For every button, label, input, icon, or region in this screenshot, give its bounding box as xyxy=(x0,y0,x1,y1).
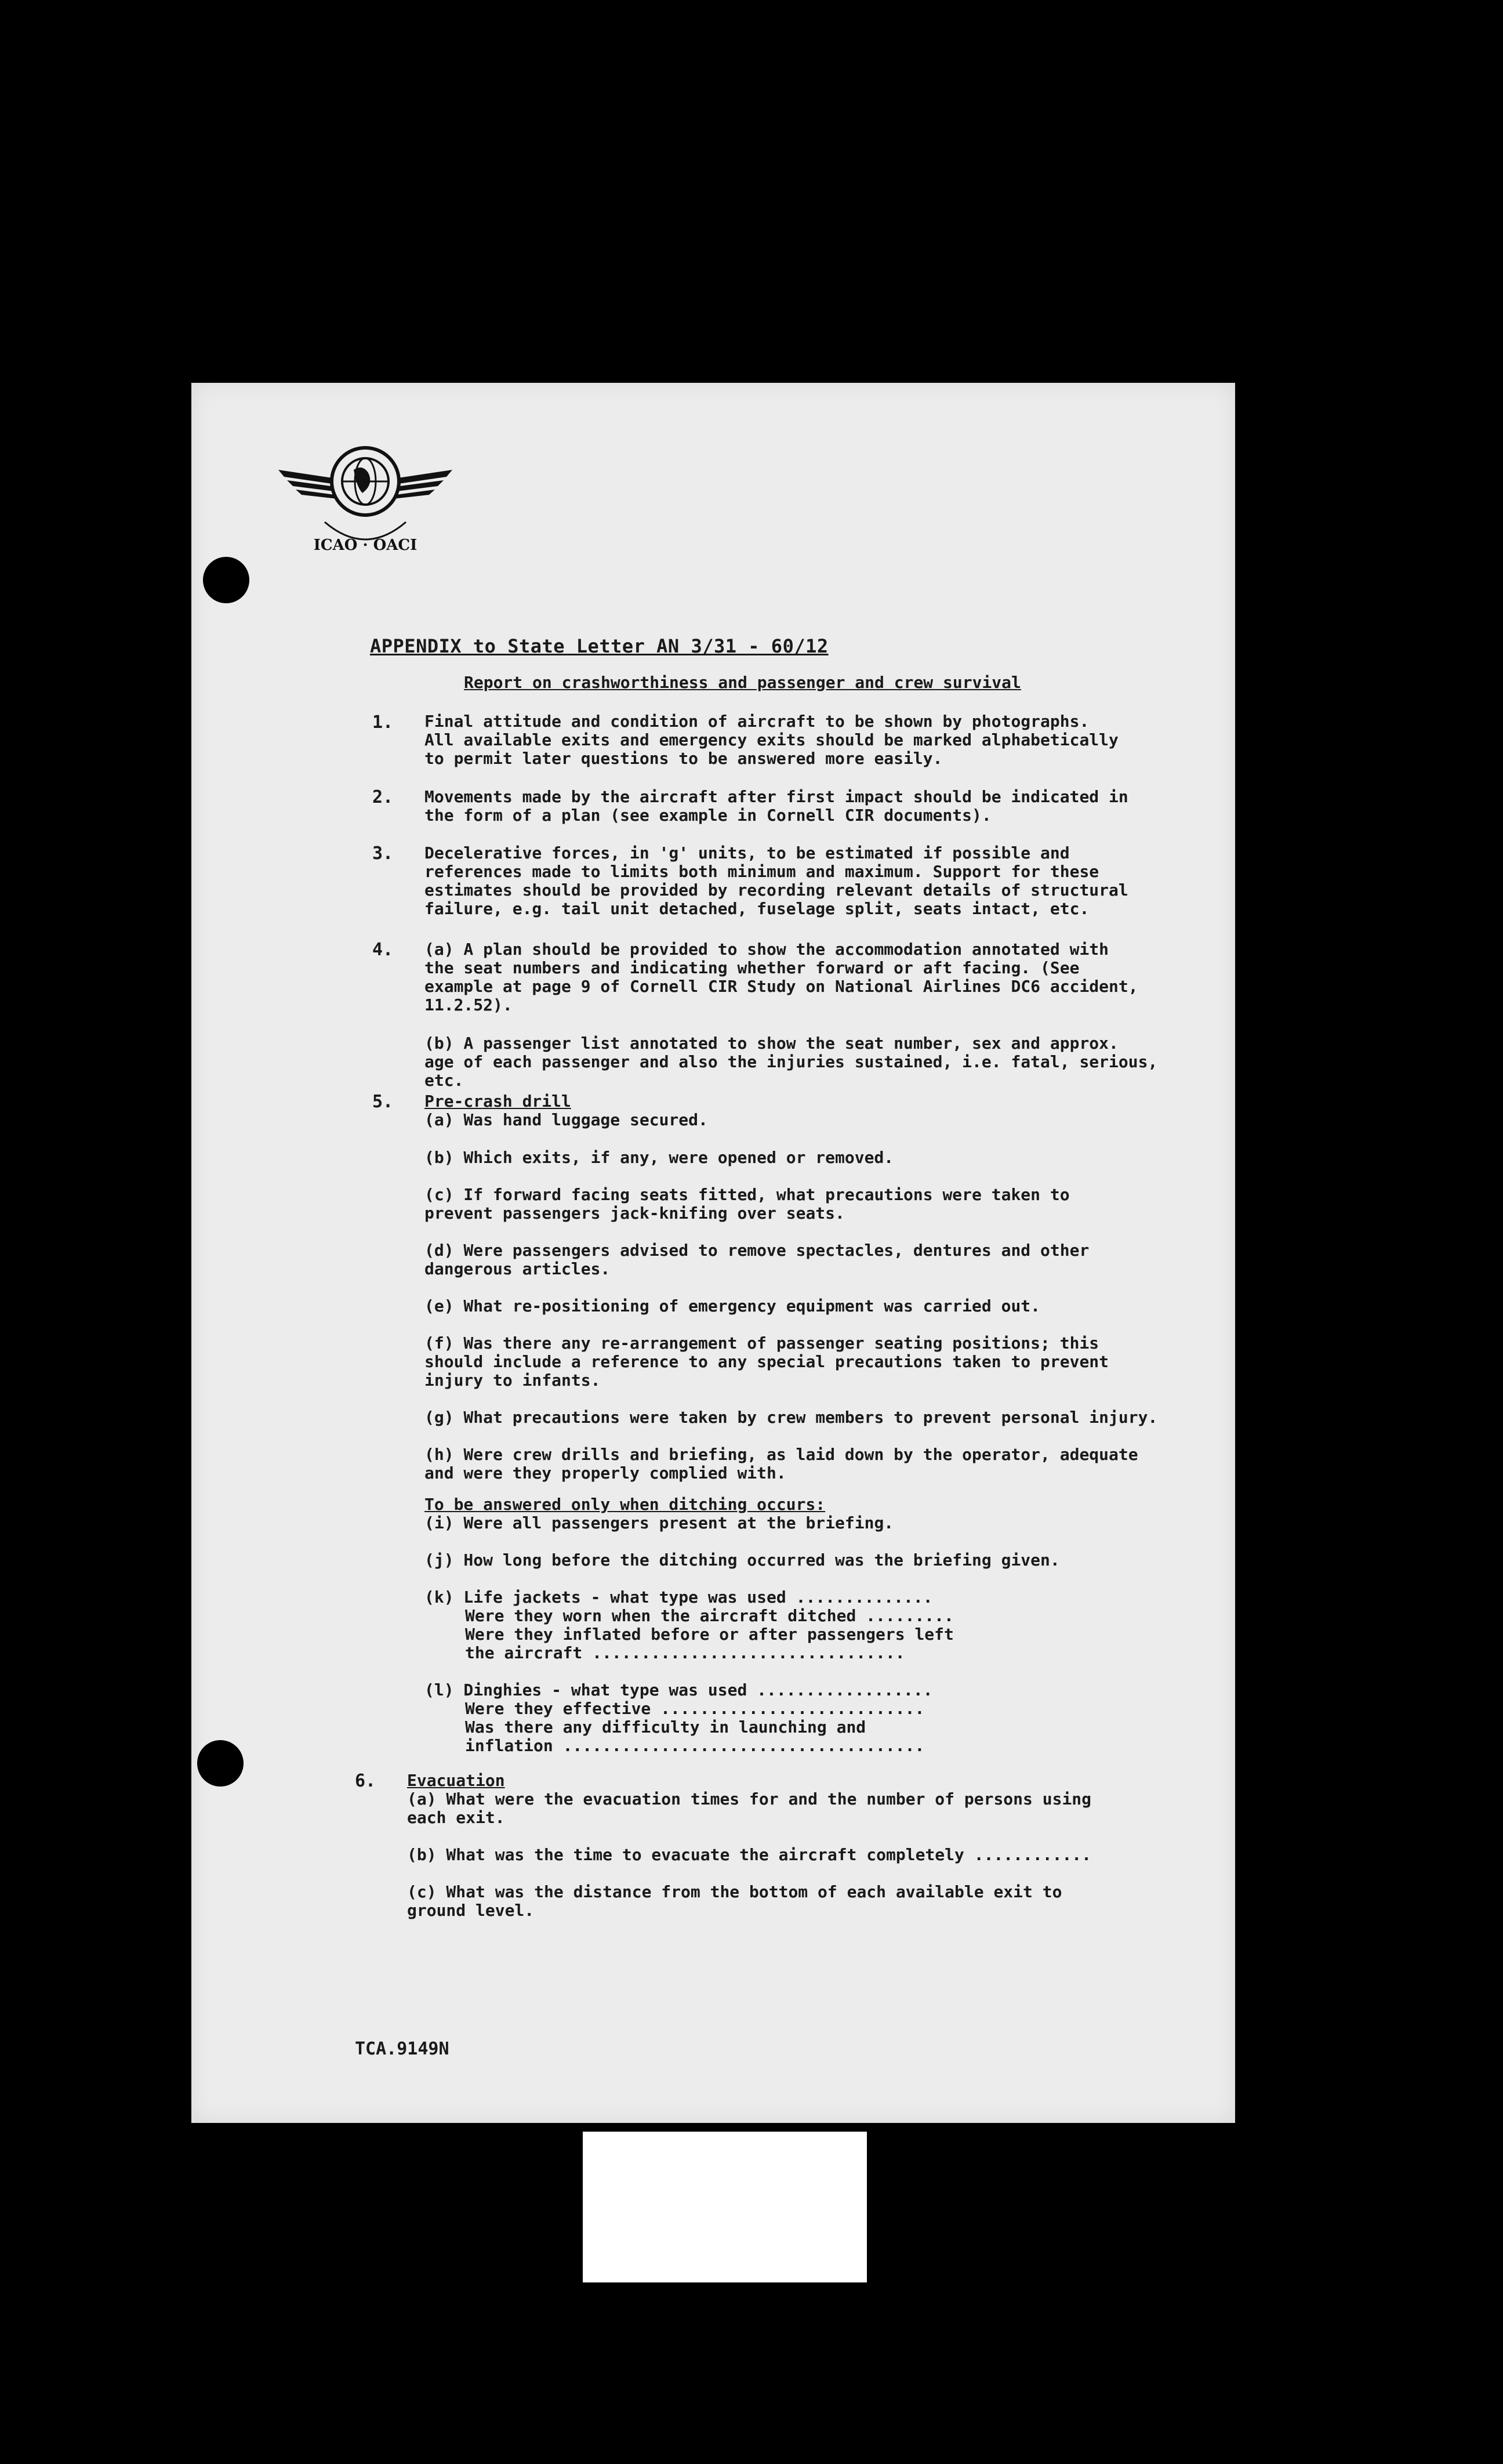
item-line: injury to infants. xyxy=(424,1371,601,1390)
item-line: the aircraft ................................ xyxy=(465,1643,905,1662)
icao-emblem-logo xyxy=(267,412,464,563)
item-line: Movements made by the aircraft after first impact should be indicated in xyxy=(424,787,1128,806)
item-line: (c) If forward facing seats fitted, what precautions were taken to xyxy=(424,1185,1070,1204)
document-page xyxy=(191,383,1235,2123)
icao-wings-globe-icon xyxy=(267,412,464,563)
punch-hole xyxy=(203,557,249,603)
item-line: (d) Were passengers advised to remove spectacles, dentures and other xyxy=(424,1241,1090,1260)
item-line: prevent passengers jack-knifing over seats. xyxy=(424,1204,845,1223)
section-heading: Pre-crash drill xyxy=(424,1092,571,1111)
item-line: Was there any difficulty in launching and xyxy=(465,1717,866,1737)
item-line: should include a reference to any special precautions taken to prevent xyxy=(424,1352,1109,1371)
item-line: Decelerative forces, in 'g' units, to be estimated if possible and xyxy=(424,843,1070,863)
item-line: the form of a plan (see example in Cornell CIR documents). xyxy=(424,806,992,825)
item-number: 6. xyxy=(355,1771,376,1791)
item-number: 4. xyxy=(372,940,394,960)
emblem-caption: ICAO · OACI xyxy=(313,537,418,554)
item-line: Were they effective ........................... xyxy=(465,1699,925,1718)
item-line: Were they worn when the aircraft ditched ......... xyxy=(465,1606,954,1625)
item-line: ground level. xyxy=(407,1901,535,1920)
item-line: to permit later questions to be answered more easily. xyxy=(424,749,943,768)
item-line: estimates should be provided by recording relevant details of structural xyxy=(424,880,1128,900)
item-line: etc. xyxy=(424,1071,464,1090)
item-line: example at page 9 of Cornell CIR Study on National Airlines DC6 accident, xyxy=(424,977,1138,996)
item-line: and were they properly complied with. xyxy=(424,1463,786,1483)
item-line: (a) Was hand luggage secured. xyxy=(424,1110,708,1129)
item-line: inflation ..................................... xyxy=(465,1736,925,1755)
section-heading: Evacuation xyxy=(407,1771,505,1790)
item-line: the seat numbers and indicating whether forward or aft facing. (See xyxy=(424,958,1080,977)
punch-hole xyxy=(197,1740,244,1787)
item-line: (l) Dinghies - what type was used .................. xyxy=(424,1680,933,1700)
item-number: 5. xyxy=(372,1092,394,1112)
white-label-card xyxy=(583,2132,867,2282)
item-line: Final attitude and condition of aircraft to be shown by photographs. xyxy=(424,712,1090,731)
item-line: dangerous articles. xyxy=(424,1259,611,1278)
item-line: (c) What was the distance from the bottom of each available exit to xyxy=(407,1882,1062,1901)
item-line: (k) Life jackets - what type was used .............. xyxy=(424,1588,933,1607)
ditching-heading: To be answered only when ditching occurs: xyxy=(424,1495,826,1514)
item-line: (j) How long before the ditching occurred was the briefing given. xyxy=(424,1550,1060,1570)
item-line: references made to limits both minimum and maximum. Support for these xyxy=(424,862,1099,881)
item-line: failure, e.g. tail unit detached, fuselage split, seats intact, etc. xyxy=(424,899,1090,918)
item-line: (b) A passenger list annotated to show the seat number, sex and approx. xyxy=(424,1034,1119,1053)
item-line: (e) What re-positioning of emergency equipment was carried out. xyxy=(424,1296,1041,1316)
item-line: Were they inflated before or after passengers left xyxy=(465,1625,954,1644)
document-title: APPENDIX to State Letter AN 3/31 - 60/12 xyxy=(370,635,829,657)
item-number: 1. xyxy=(372,712,394,733)
item-line: age of each passenger and also the injuries sustained, i.e. fatal, serious, xyxy=(424,1052,1158,1071)
item-number: 3. xyxy=(372,843,394,864)
item-line: (f) Was there any re-arrangement of passenger seating positions; this xyxy=(424,1334,1099,1353)
item-line: (a) What were the evacuation times for and the number of persons using xyxy=(407,1789,1092,1809)
item-line: (g) What precautions were taken by crew members to prevent personal injury. xyxy=(424,1408,1158,1427)
item-line: (h) Were crew drills and briefing, as laid down by the operator, adequate xyxy=(424,1445,1138,1464)
item-line: 11.2.52). xyxy=(424,995,513,1014)
item-line: (b) What was the time to evacuate the aircraft completely ............ xyxy=(407,1845,1092,1864)
document-subtitle: Report on crashworthiness and passenger and crew survival xyxy=(464,673,1021,692)
item-line: All available exits and emergency exits should be marked alphabetically xyxy=(424,730,1119,749)
reference-code: TCA.9149N xyxy=(355,2039,449,2059)
item-line: (a) A plan should be provided to show the accommodation annotated with xyxy=(424,940,1109,959)
item-line: (i) Were all passengers present at the briefing. xyxy=(424,1513,894,1532)
item-line: (b) Which exits, if any, were opened or removed. xyxy=(424,1148,894,1167)
item-line: each exit. xyxy=(407,1808,505,1827)
item-number: 2. xyxy=(372,787,394,807)
